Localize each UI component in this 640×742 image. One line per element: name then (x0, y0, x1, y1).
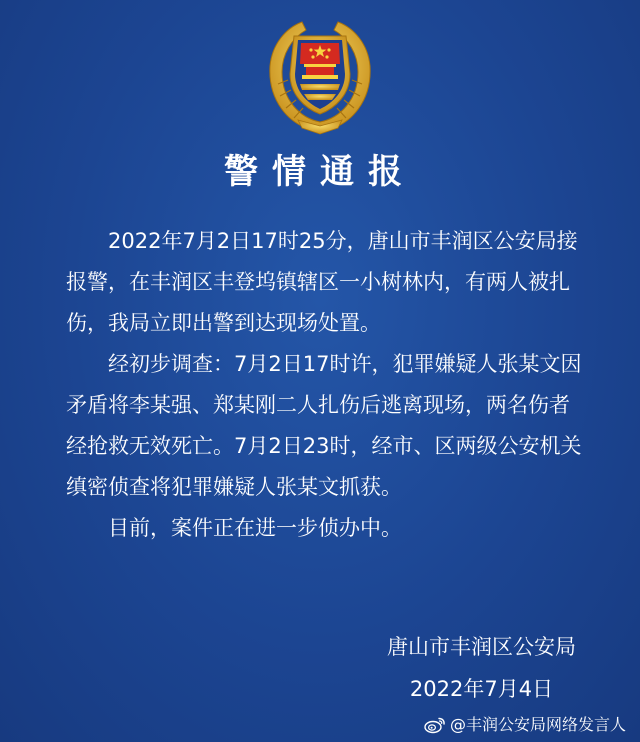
police-emblem-icon (258, 14, 382, 138)
signature-block (387, 626, 576, 710)
paragraph-investigation: 经初步调查：7月2日17时许，犯罪嫌疑人张某文因矛盾将李某强、郑某刚二人扎伤后逃离现场，两名伤者经抢救无效死亡。7月2日23时，经市、区两级公安机关缜密侦查将犯罪嫌疑人张某文抓获。 (66, 352, 582, 499)
notice-title: 警情通报 (224, 152, 416, 192)
paragraph-incident: 2022年7月2日17时25分，唐山市丰润区公安局接报警，在丰润区丰登坞镇辖区一小树林内，有两人被扎伤，我局立即出警到达现场处置。 (66, 229, 578, 335)
notice-body (66, 221, 586, 549)
watermark-text: @丰润公安局网络发言人 (449, 715, 626, 734)
paragraph-status: 目前，案件正在进一步侦办中。 (108, 516, 402, 540)
weibo-watermark (424, 714, 626, 736)
issue-date: 2022年7月4日 (409, 677, 554, 701)
weibo-icon (424, 716, 446, 734)
issuer-name: 唐山市丰润区公安局 (387, 635, 576, 659)
